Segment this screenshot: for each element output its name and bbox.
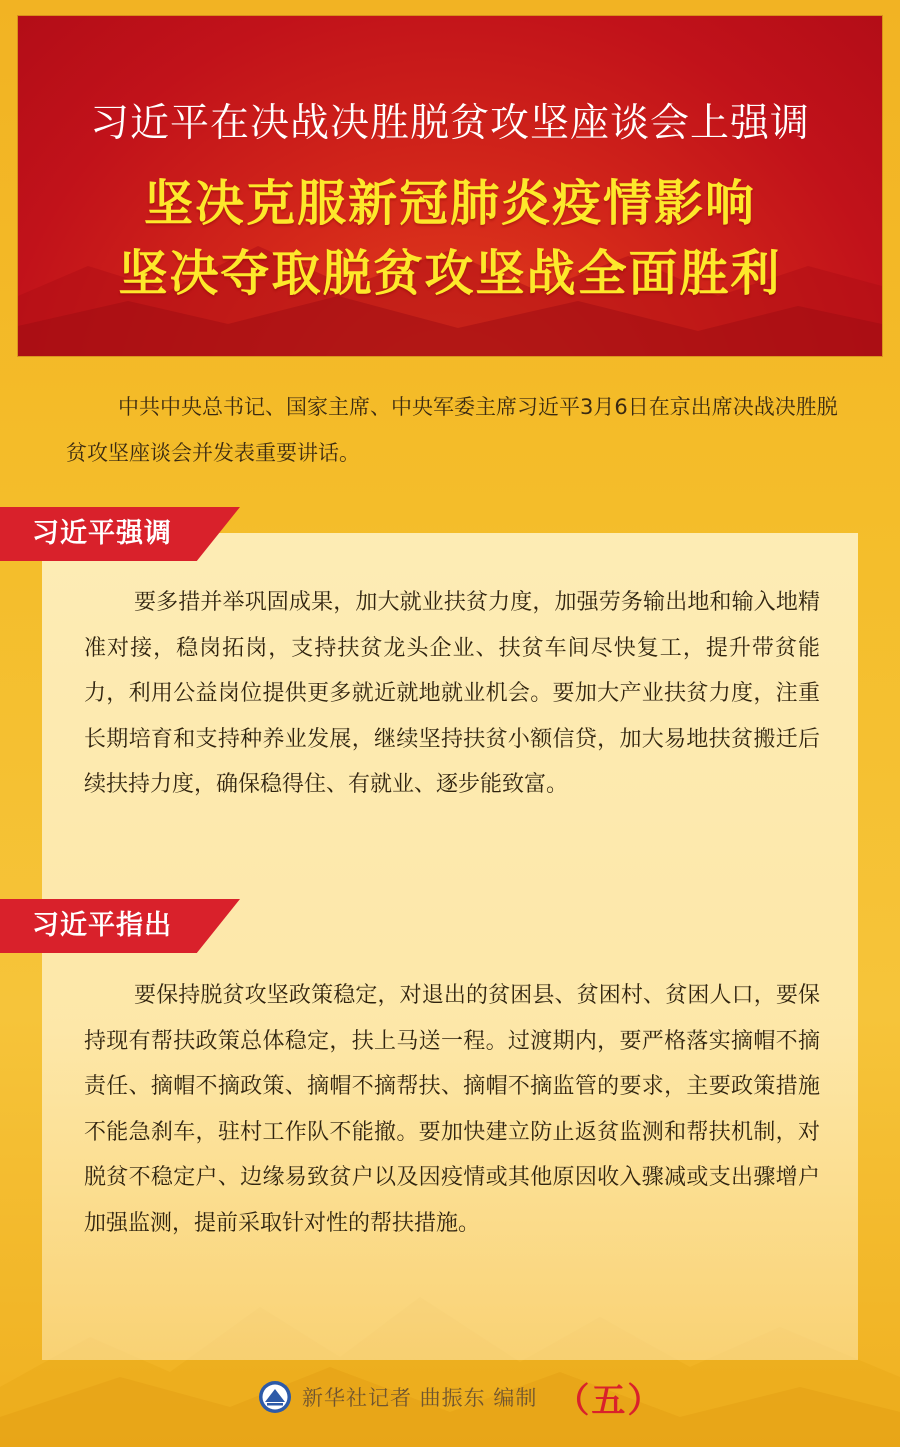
- header-banner: [18, 16, 882, 356]
- section-body: [84, 973, 820, 1246]
- section-body: [84, 580, 820, 808]
- credit-text: 新华社记者 曲振东 编制: [302, 1386, 538, 1410]
- headline-line-2: 坚决夺取脱贫攻坚战全面胜利: [118, 245, 782, 302]
- intro-paragraph: [66, 384, 846, 476]
- section-paragraph: 要保持脱贫攻坚政策稳定，对退出的贫困县、贫困村、贫困人口，要保持现有帮扶政策总体稳定，扶上马送一程。过渡期内，要严格落实摘帽不摘责任、摘帽不摘政策、摘帽不摘帮扶、摘帽不摘监管的要求，主要政策措施不能急刹车，驻村工作队不能撤。要加快建立防止返贫监测和帮扶机制，对脱贫不稳定户、边缘易致贫户以及因疫情或其他原因收入骤减或支出骤增户加强监测，提前采取针对性的帮扶措施。: [84, 983, 820, 1236]
- intro-text: 中共中央总书记、国家主席、中央军委主席习近平3月6日在京出席决战决胜脱贫攻坚座谈会并发表重要讲话。: [66, 395, 838, 465]
- xinhua-logo-icon: [258, 1380, 292, 1414]
- header-subtitle: 习近平在决战决胜脱贫攻坚座谈会上强调: [89, 101, 810, 146]
- section-paragraph: 要多措并举巩固成果，加大就业扶贫力度，加强劳务输出地和输入地精准对接，稳岗拓岗，支持扶贫龙头企业、扶贫车间尽快复工，提升带贫能力，利用公益岗位提供更多就近就地就业机会。要加大产业扶贫力度，注重长期培育和支持种养业发展，继续坚持扶贫小额信贷，加大易地扶贫搬迁后续扶持力度，确保稳得住、有就业、逐步能致富。: [84, 590, 820, 797]
- section-tag-label: 习近平指出: [32, 910, 172, 941]
- section-tag-label: 习近平强调: [32, 518, 172, 549]
- issue-number: （五）: [555, 1380, 664, 1421]
- footer-credit: [258, 1374, 663, 1420]
- headline-line-1: 坚决克服新冠肺炎疫情影响: [143, 175, 756, 232]
